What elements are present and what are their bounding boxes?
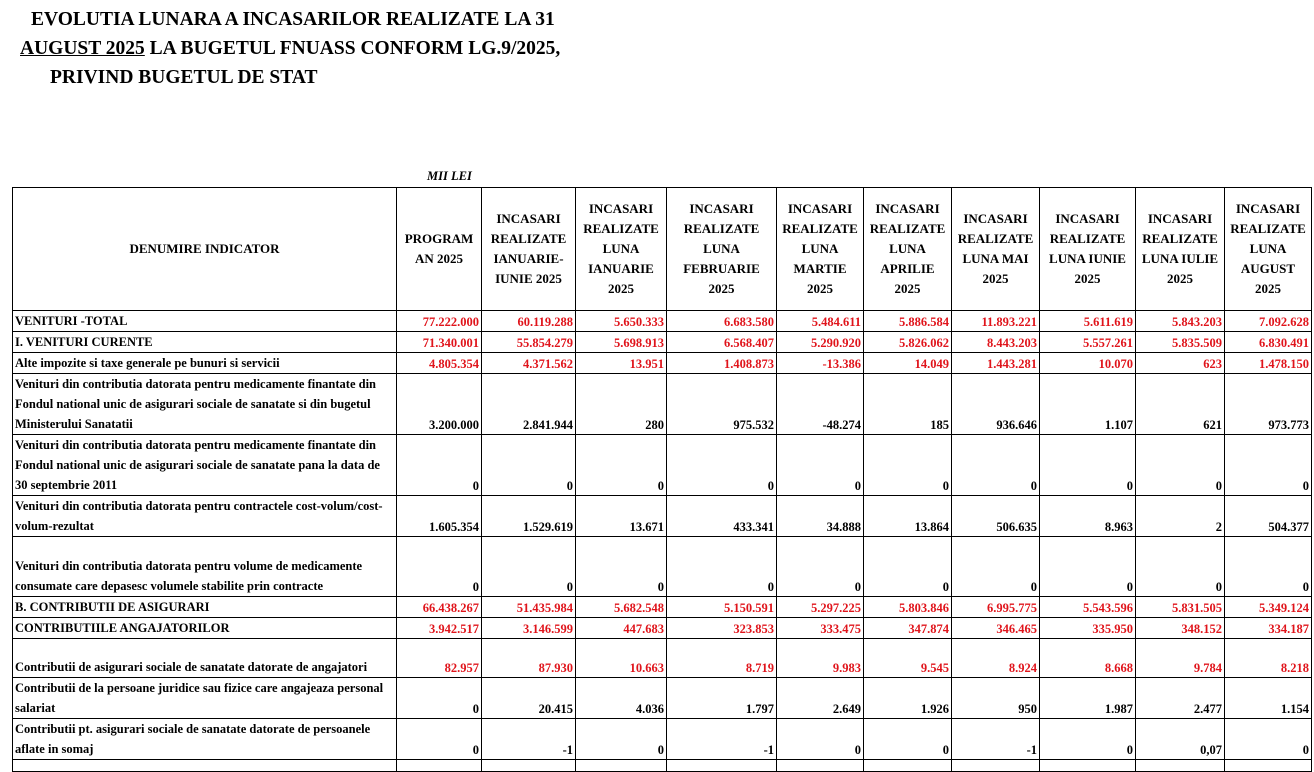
value-cell: 2.649 bbox=[777, 678, 864, 719]
value-cell: 14.049 bbox=[864, 353, 952, 374]
value-cell: 8.668 bbox=[1040, 639, 1136, 678]
value-cell: 0 bbox=[1040, 537, 1136, 597]
column-header: INCASARI REALIZATE LUNA AUGUST 2025 bbox=[1225, 188, 1312, 311]
value-cell: 1.478.150 bbox=[1225, 353, 1312, 374]
value-cell: 1.987 bbox=[1040, 678, 1136, 719]
value-cell: 77.222.000 bbox=[397, 311, 482, 332]
document-title-line-2 bbox=[20, 34, 560, 63]
column-header: INCASARI REALIZATE LUNA MARTIE 2025 bbox=[777, 188, 864, 311]
empty-cell bbox=[667, 760, 777, 772]
indicator-label: Venituri din contributia datorata pentru medicamente finantate din Fondul national unic de asigurari sociale de sanatate pana la data de 30 septembrie 2011 bbox=[13, 435, 397, 496]
value-cell: -13.386 bbox=[777, 353, 864, 374]
column-header: INCASARI REALIZATE LUNA FEBRUARIE 2025 bbox=[667, 188, 777, 311]
table-row bbox=[13, 353, 1312, 374]
value-cell: 0 bbox=[777, 719, 864, 760]
value-cell: 0,07 bbox=[1136, 719, 1225, 760]
value-cell: 5.886.584 bbox=[864, 311, 952, 332]
value-cell: 1.926 bbox=[864, 678, 952, 719]
column-header: INCASARI REALIZATE LUNA APRILIE 2025 bbox=[864, 188, 952, 311]
value-cell: 5.843.203 bbox=[1136, 311, 1225, 332]
value-cell: 5.557.261 bbox=[1040, 332, 1136, 353]
value-cell: 0 bbox=[1040, 435, 1136, 496]
value-cell: 4.036 bbox=[576, 678, 667, 719]
value-cell: 0 bbox=[1136, 435, 1225, 496]
value-cell: 0 bbox=[1225, 719, 1312, 760]
value-cell: 5.682.548 bbox=[576, 597, 667, 618]
value-cell: 8.719 bbox=[667, 639, 777, 678]
value-cell: 621 bbox=[1136, 374, 1225, 435]
indicator-label: VENITURI -TOTAL bbox=[13, 311, 397, 332]
table-row bbox=[13, 719, 1312, 760]
value-cell: 82.957 bbox=[397, 639, 482, 678]
value-cell: 506.635 bbox=[952, 496, 1040, 537]
value-cell: 6.995.775 bbox=[952, 597, 1040, 618]
value-cell: 0 bbox=[397, 435, 482, 496]
value-cell: 1.605.354 bbox=[397, 496, 482, 537]
value-cell: 5.150.591 bbox=[667, 597, 777, 618]
value-cell: 10.070 bbox=[1040, 353, 1136, 374]
value-cell: 1.107 bbox=[1040, 374, 1136, 435]
value-cell: 8.963 bbox=[1040, 496, 1136, 537]
table-row bbox=[13, 537, 1312, 597]
value-cell: 2.841.944 bbox=[482, 374, 576, 435]
value-cell: 973.773 bbox=[1225, 374, 1312, 435]
value-cell: 334.187 bbox=[1225, 618, 1312, 639]
value-cell: 0 bbox=[1225, 435, 1312, 496]
document-title-line-1: EVOLUTIA LUNARA A INCASARILOR REALIZATE LA 31 bbox=[31, 9, 555, 30]
value-cell: 0 bbox=[576, 719, 667, 760]
empty-cell bbox=[13, 760, 397, 772]
table-row bbox=[13, 374, 1312, 435]
value-cell: -48.274 bbox=[777, 374, 864, 435]
empty-cell bbox=[1136, 760, 1225, 772]
value-cell: 950 bbox=[952, 678, 1040, 719]
value-cell: 5.297.225 bbox=[777, 597, 864, 618]
value-cell: -1 bbox=[482, 719, 576, 760]
table-row bbox=[13, 678, 1312, 719]
table-body bbox=[13, 311, 1312, 772]
value-cell: 60.119.288 bbox=[482, 311, 576, 332]
empty-cell bbox=[1225, 760, 1312, 772]
indicator-label: CONTRIBUTIILE ANGAJATORILOR bbox=[13, 618, 397, 639]
value-cell: 0 bbox=[864, 537, 952, 597]
value-cell: 504.377 bbox=[1225, 496, 1312, 537]
value-cell: 0 bbox=[864, 435, 952, 496]
value-cell: 346.465 bbox=[952, 618, 1040, 639]
value-cell: 1.408.873 bbox=[667, 353, 777, 374]
value-cell: 335.950 bbox=[1040, 618, 1136, 639]
value-cell: 623 bbox=[1136, 353, 1225, 374]
column-header: INCASARI REALIZATE LUNA MAI 2025 bbox=[952, 188, 1040, 311]
value-cell: -1 bbox=[952, 719, 1040, 760]
value-cell: 5.835.509 bbox=[1136, 332, 1225, 353]
value-cell: 13.671 bbox=[576, 496, 667, 537]
value-cell: 3.942.517 bbox=[397, 618, 482, 639]
table-row bbox=[13, 496, 1312, 537]
value-cell: 0 bbox=[1040, 719, 1136, 760]
indicator-label: I. VENITURI CURENTE bbox=[13, 332, 397, 353]
value-cell: 0 bbox=[667, 537, 777, 597]
table-row bbox=[13, 618, 1312, 639]
value-cell: 0 bbox=[397, 537, 482, 597]
value-cell: 5.826.062 bbox=[864, 332, 952, 353]
empty-cell bbox=[777, 760, 864, 772]
value-cell: 8.218 bbox=[1225, 639, 1312, 678]
value-cell: 66.438.267 bbox=[397, 597, 482, 618]
value-cell: 185 bbox=[864, 374, 952, 435]
indicator-label: Venituri din contributia datorata pentru volume de medicamente consumate care depasesc volumele stabilite prin contracte bbox=[13, 537, 397, 597]
value-cell: 323.853 bbox=[667, 618, 777, 639]
indicator-label: Venituri din contributia datorata pentru medicamente finantate din Fondul national unic de asigurari sociale de sanatate si din bugetul Ministerului Sanatatii bbox=[13, 374, 397, 435]
value-cell: 0 bbox=[482, 537, 576, 597]
table-row-partial bbox=[13, 760, 1312, 772]
value-cell: 0 bbox=[777, 537, 864, 597]
value-cell: 9.983 bbox=[777, 639, 864, 678]
value-cell: 347.874 bbox=[864, 618, 952, 639]
column-header: INCASARI REALIZATE LUNA IULIE 2025 bbox=[1136, 188, 1225, 311]
column-header: INCASARI REALIZATE LUNA IANUARIE 2025 bbox=[576, 188, 667, 311]
value-cell: 9.784 bbox=[1136, 639, 1225, 678]
value-cell: 1.443.281 bbox=[952, 353, 1040, 374]
value-cell: 0 bbox=[777, 435, 864, 496]
indicator-label: Contributii de asigurari sociale de sanatate datorate de angajatori bbox=[13, 639, 397, 678]
value-cell: 348.152 bbox=[1136, 618, 1225, 639]
value-cell: 13.864 bbox=[864, 496, 952, 537]
value-cell: 6.683.580 bbox=[667, 311, 777, 332]
column-header-indicator: DENUMIRE INDICATOR bbox=[13, 188, 397, 311]
value-cell: 0 bbox=[864, 719, 952, 760]
value-cell: 5.349.124 bbox=[1225, 597, 1312, 618]
document-title-line-3: PRIVIND BUGETUL DE STAT bbox=[50, 67, 318, 88]
value-cell: 1.797 bbox=[667, 678, 777, 719]
column-header: INCASARI REALIZATE IANUARIE-IUNIE 2025 bbox=[482, 188, 576, 311]
value-cell: 0 bbox=[952, 435, 1040, 496]
value-cell: 4.805.354 bbox=[397, 353, 482, 374]
table-row bbox=[13, 332, 1312, 353]
value-cell: 0 bbox=[482, 435, 576, 496]
value-cell: 0 bbox=[576, 435, 667, 496]
value-cell: 2 bbox=[1136, 496, 1225, 537]
value-cell: 0 bbox=[1225, 537, 1312, 597]
title-date: AUGUST 2025 bbox=[20, 38, 145, 59]
table-row bbox=[13, 435, 1312, 496]
value-cell: 0 bbox=[397, 719, 482, 760]
value-cell: 10.663 bbox=[576, 639, 667, 678]
value-cell: 5.831.505 bbox=[1136, 597, 1225, 618]
indicator-label: Venituri din contributia datorata pentru contractele cost-volum/cost-volum-rezultat bbox=[13, 496, 397, 537]
value-cell: 11.893.221 bbox=[952, 311, 1040, 332]
empty-cell bbox=[397, 760, 482, 772]
value-cell: 5.290.920 bbox=[777, 332, 864, 353]
value-cell: 2.477 bbox=[1136, 678, 1225, 719]
value-cell: 0 bbox=[397, 678, 482, 719]
value-cell: 5.650.333 bbox=[576, 311, 667, 332]
empty-cell bbox=[864, 760, 952, 772]
value-cell: 3.146.599 bbox=[482, 618, 576, 639]
unit-label: MII LEI bbox=[427, 169, 472, 183]
table-row bbox=[13, 311, 1312, 332]
indicator-label: Alte impozite si taxe generale pe bunuri si servicii bbox=[13, 353, 397, 374]
value-cell: 1.154 bbox=[1225, 678, 1312, 719]
table-row bbox=[13, 597, 1312, 618]
value-cell: 5.484.611 bbox=[777, 311, 864, 332]
indicator-label: Contributii pt. asigurari sociale de sanatate datorate de persoanele aflate in somaj bbox=[13, 719, 397, 760]
title-line-2-rest: LA BUGETUL FNUASS CONFORM LG.9/2025, bbox=[144, 38, 561, 59]
value-cell: 280 bbox=[576, 374, 667, 435]
value-cell: 0 bbox=[667, 435, 777, 496]
revenue-table bbox=[12, 187, 1312, 772]
value-cell: 433.341 bbox=[667, 496, 777, 537]
value-cell: -1 bbox=[667, 719, 777, 760]
value-cell: 975.532 bbox=[667, 374, 777, 435]
empty-cell bbox=[1040, 760, 1136, 772]
value-cell: 51.435.984 bbox=[482, 597, 576, 618]
value-cell: 8.443.203 bbox=[952, 332, 1040, 353]
value-cell: 87.930 bbox=[482, 639, 576, 678]
value-cell: 8.924 bbox=[952, 639, 1040, 678]
value-cell: 333.475 bbox=[777, 618, 864, 639]
indicator-label: Contributii de la persoane juridice sau fizice care angajeaza personal salariat bbox=[13, 678, 397, 719]
indicator-label: B. CONTRIBUTII DE ASIGURARI bbox=[13, 597, 397, 618]
value-cell: 7.092.628 bbox=[1225, 311, 1312, 332]
column-header: INCASARI REALIZATE LUNA IUNIE 2025 bbox=[1040, 188, 1136, 311]
value-cell: 4.371.562 bbox=[482, 353, 576, 374]
value-cell: 9.545 bbox=[864, 639, 952, 678]
value-cell: 5.543.596 bbox=[1040, 597, 1136, 618]
empty-cell bbox=[482, 760, 576, 772]
value-cell: 0 bbox=[576, 537, 667, 597]
table-header-row bbox=[13, 188, 1312, 311]
value-cell: 0 bbox=[1136, 537, 1225, 597]
value-cell: 1.529.619 bbox=[482, 496, 576, 537]
value-cell: 34.888 bbox=[777, 496, 864, 537]
value-cell: 20.415 bbox=[482, 678, 576, 719]
value-cell: 5.803.846 bbox=[864, 597, 952, 618]
value-cell: 6.830.491 bbox=[1225, 332, 1312, 353]
value-cell: 71.340.001 bbox=[397, 332, 482, 353]
column-header: PROGRAM AN 2025 bbox=[397, 188, 482, 311]
value-cell: 447.683 bbox=[576, 618, 667, 639]
table-row bbox=[13, 639, 1312, 678]
value-cell: 13.951 bbox=[576, 353, 667, 374]
value-cell: 6.568.407 bbox=[667, 332, 777, 353]
value-cell: 0 bbox=[952, 537, 1040, 597]
value-cell: 3.200.000 bbox=[397, 374, 482, 435]
value-cell: 5.698.913 bbox=[576, 332, 667, 353]
value-cell: 936.646 bbox=[952, 374, 1040, 435]
empty-cell bbox=[952, 760, 1040, 772]
empty-cell bbox=[576, 760, 667, 772]
value-cell: 5.611.619 bbox=[1040, 311, 1136, 332]
value-cell: 55.854.279 bbox=[482, 332, 576, 353]
